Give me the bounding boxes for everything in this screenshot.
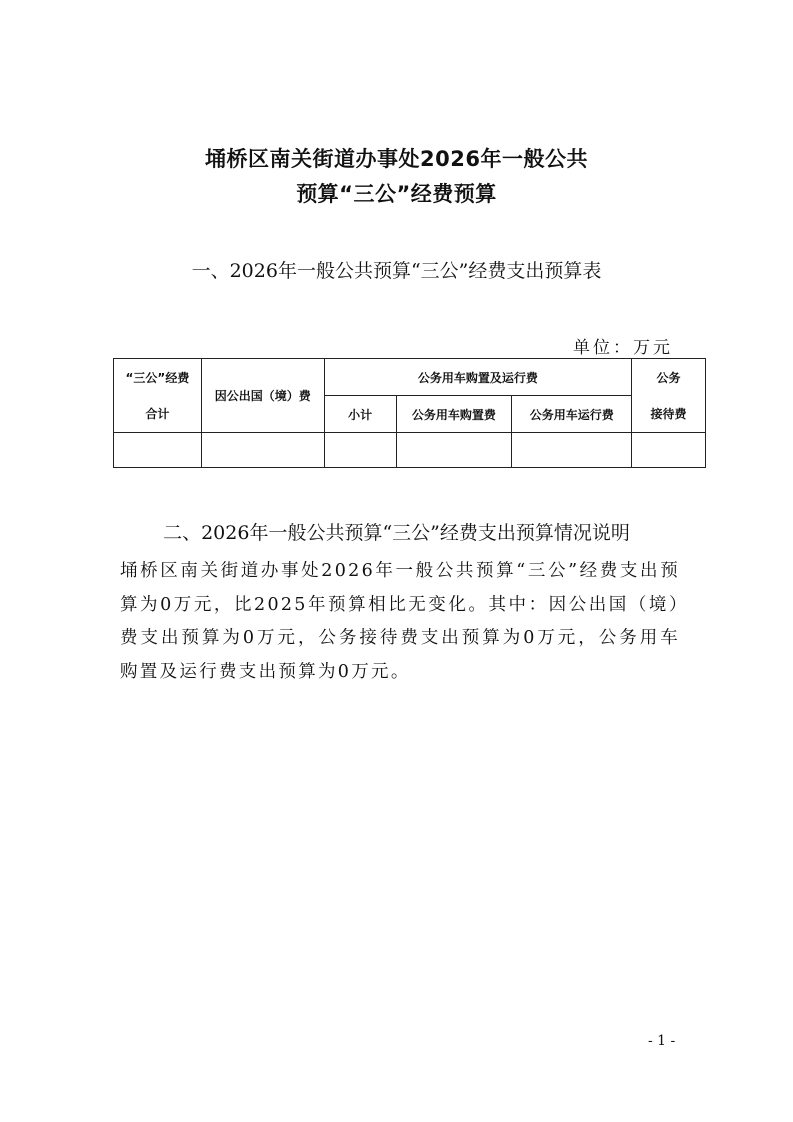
header-reception-bottom: 接待费 [650, 406, 687, 421]
header-sangong-total [114, 359, 202, 433]
table-cell [512, 433, 632, 468]
table-cell [632, 433, 706, 468]
section-2-heading: 二、2026年一般公共预算“三公”经费支出预算情况说明 [163, 522, 630, 544]
table-row [114, 433, 706, 468]
table-cell [201, 433, 324, 468]
sangong-budget-table [113, 358, 706, 468]
unit-label: 单位：万元 [573, 338, 673, 358]
table-cell [324, 433, 396, 468]
header-sangong-total-label: 合计 [145, 406, 170, 421]
header-sangong-label: “三公”经费 [125, 370, 190, 385]
header-vehicle-subtotal: 小计 [324, 396, 396, 433]
document-title-line-1: 埇桥区南关街道办事处2026年一般公共 [205, 147, 588, 171]
header-reception-top: 公务 [656, 370, 681, 385]
document-title-line-2: 预算“三公”经费预算 [296, 182, 497, 206]
budget-explanation-paragraph: 埇桥区南关街道办事处2026年一般公共预算“三公”经费支出预算为0万元，比2025年预算相比无变化。其中：因公出国（境）费支出预算为0万元，公务接待费支出预算为0万元，公务用车购置及运行费支出预算为0万元。 [120, 561, 680, 682]
header-reception-cost [632, 359, 706, 433]
table-cell [114, 433, 202, 468]
header-abroad-cost: 因公出国（境）费 [201, 359, 324, 433]
header-vehicle-purchase: 公务用车购置费 [396, 396, 512, 433]
header-vehicle-operation: 公务用车运行费 [512, 396, 632, 433]
header-vehicle-group: 公务用车购置及运行费 [324, 359, 631, 396]
table-cell [396, 433, 512, 468]
page-number: - 1 - [648, 1033, 676, 1049]
table-header-row [114, 359, 706, 396]
section-1-heading: 一、2026年一般公共预算“三公”经费支出预算表 [191, 260, 602, 282]
